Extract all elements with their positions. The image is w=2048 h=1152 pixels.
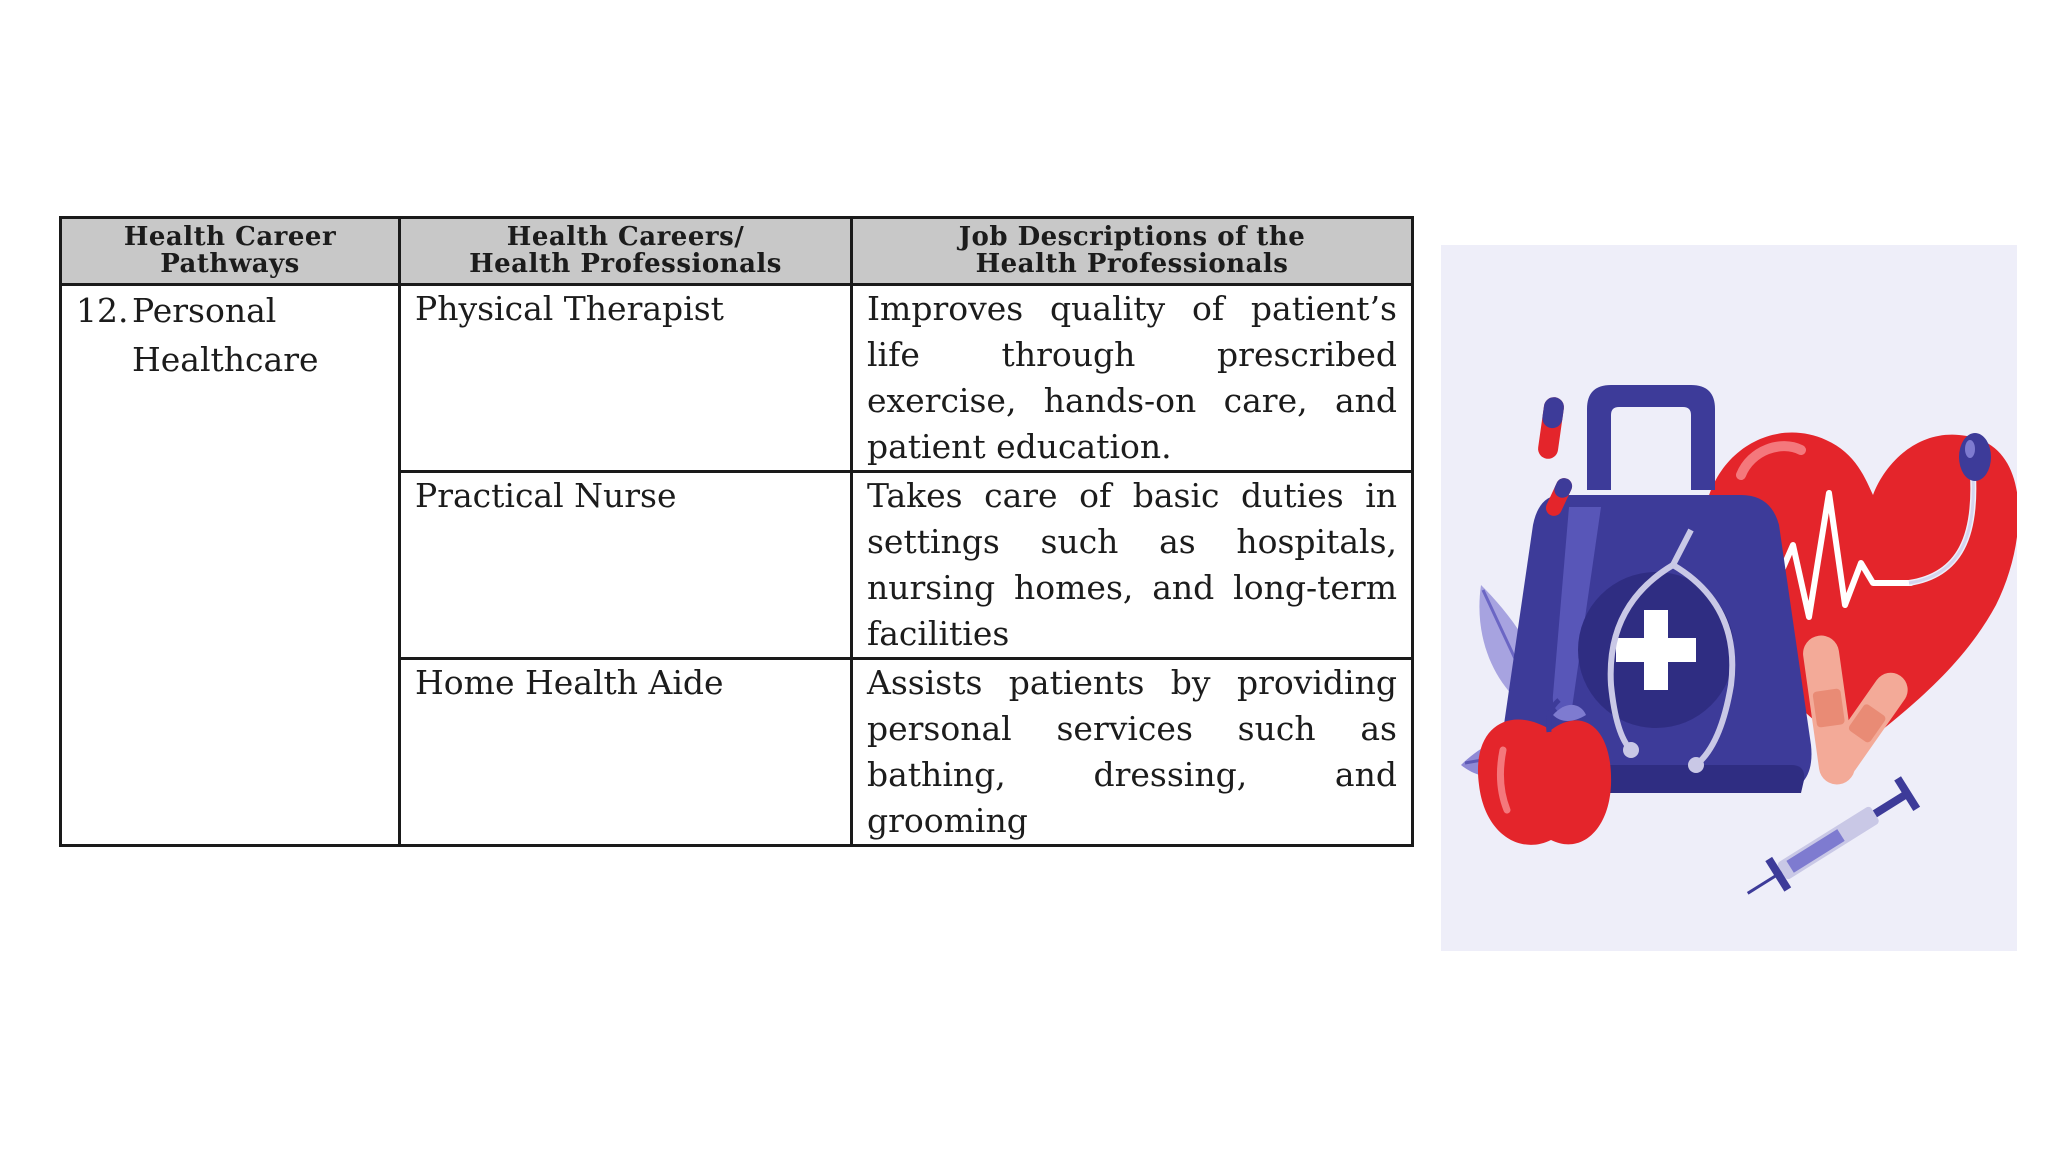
header-text: Health Professionals xyxy=(469,249,782,279)
career-name: Physical Therapist xyxy=(415,289,724,328)
header-text: Health Career xyxy=(123,222,337,252)
pathway-cell xyxy=(61,285,400,846)
header-professionals xyxy=(400,218,852,285)
pathway-name xyxy=(132,286,384,384)
health-career-table xyxy=(59,216,1414,847)
pathway-name-line: Healthcare xyxy=(132,340,319,379)
healthcare-illustration xyxy=(1441,245,2017,951)
description-cell xyxy=(852,472,1413,659)
header-job-descriptions xyxy=(852,218,1413,285)
career-name: Home Health Aide xyxy=(415,663,724,702)
syringe-icon xyxy=(1738,776,1920,908)
header-text: Pathways xyxy=(160,249,300,279)
career-description: Assists patients by providing personal services such as bathing, dressing, and grooming xyxy=(867,663,1397,840)
table-header-row xyxy=(61,218,1413,285)
pathway-name-line: Personal xyxy=(132,291,277,330)
description-cell xyxy=(852,659,1413,846)
career-description: Takes care of basic duties in settings such as hospitals, nursing homes, and long-term facilities xyxy=(867,476,1397,653)
header-text: Health Careers/ xyxy=(506,222,745,252)
header-text: Health Professionals xyxy=(975,249,1289,279)
pathway-number: 12. xyxy=(76,291,129,330)
career-cell xyxy=(400,472,852,659)
healthcare-illustration-svg xyxy=(1441,245,2017,951)
career-description: Improves quality of patient’s life through prescribed exercise, hands-on care, and patient education. xyxy=(867,289,1397,466)
description-cell xyxy=(852,285,1413,472)
header-pathways xyxy=(61,218,400,285)
career-cell xyxy=(400,659,852,846)
career-cell xyxy=(400,285,852,472)
header-text: Job Descriptions of the xyxy=(958,222,1306,252)
career-name: Practical Nurse xyxy=(415,476,677,515)
table-row xyxy=(61,285,1413,472)
